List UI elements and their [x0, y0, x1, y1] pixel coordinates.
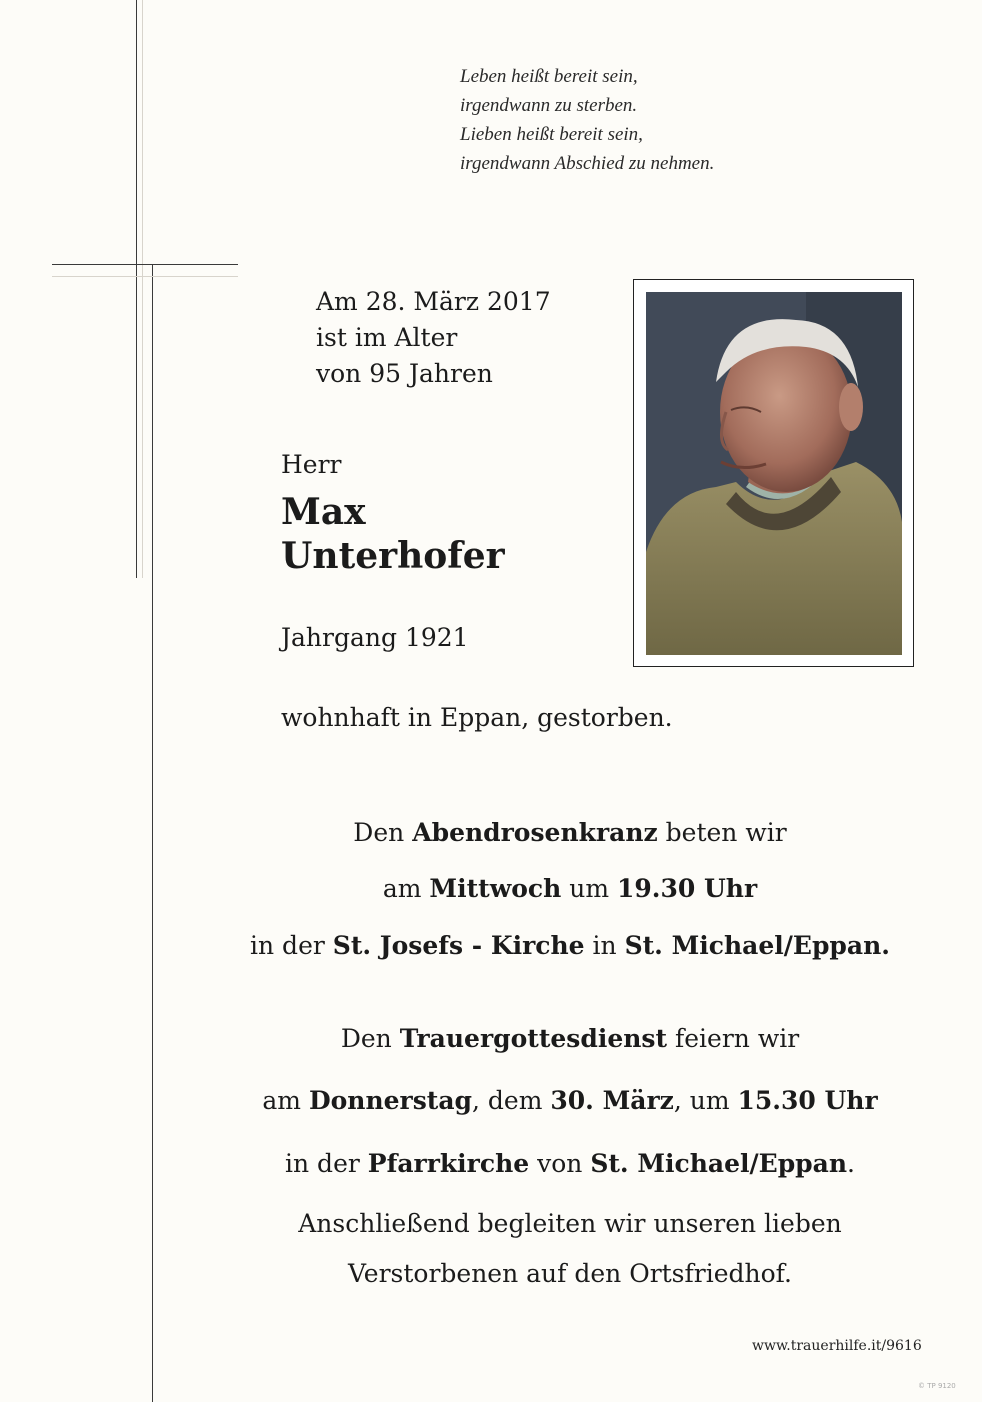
rosary-line-1: [160, 818, 980, 874]
text: Den: [353, 818, 413, 847]
text: .: [847, 1149, 855, 1178]
cross-vertical-line-lower: [152, 264, 153, 1402]
text: beten wir: [657, 818, 787, 847]
rosary-line-3: [160, 931, 980, 960]
rosary-time: 19.30 Uhr: [617, 874, 758, 903]
quote-line: Leben heißt bereit sein,: [460, 66, 638, 87]
mass-line-3: [160, 1149, 980, 1209]
text: , um: [673, 1086, 738, 1115]
quote-line: Lieben heißt bereit sein,: [460, 124, 643, 145]
text: in: [584, 931, 625, 960]
text: von: [529, 1149, 591, 1178]
cross-horizontal-line-light: [52, 276, 238, 277]
memorial-quote: [460, 62, 880, 178]
text: feiern wir: [667, 1024, 800, 1053]
mass-line-1: [160, 1024, 980, 1086]
text: um: [561, 874, 617, 903]
quote-line: irgendwann Abschied zu nehmen.: [460, 153, 715, 174]
rosary-line-2: [160, 874, 980, 931]
portrait-photo: [646, 292, 902, 655]
cross-vertical-line: [136, 0, 137, 578]
deceased-name: [281, 490, 505, 578]
text: in der: [285, 1149, 368, 1178]
closing-line-1: Anschließend begleiten wir unseren lieben: [298, 1209, 842, 1238]
salutation: Herr: [281, 450, 342, 479]
closing-line-2: Verstorbenen auf den Ortsfriedhof.: [348, 1259, 792, 1288]
text: am: [262, 1086, 309, 1115]
death-date-line: Am 28. März 2017: [316, 287, 551, 316]
mass-title: Trauergottesdienst: [399, 1024, 668, 1053]
mass-date: 30. März: [550, 1086, 674, 1115]
birth-year: Jahrgang 1921: [281, 623, 469, 652]
rosary-title: Abendrosenkranz: [412, 818, 658, 847]
text: in der: [250, 931, 333, 960]
mass-time: 15.30 Uhr: [737, 1086, 878, 1115]
last-name: Unterhofer: [281, 535, 505, 577]
cross-horizontal-line: [52, 264, 238, 265]
cross-vertical-line-light: [142, 0, 143, 578]
death-announcement: [316, 284, 551, 392]
residence-line: wohnhaft in Eppan, gestorben.: [281, 703, 673, 732]
print-code: © TP 9120: [918, 1382, 956, 1390]
age-line: ist im Alter: [316, 323, 458, 352]
rosary-place: St. Michael/Eppan.: [624, 931, 890, 960]
first-name: Max: [281, 491, 366, 533]
mass-day: Donnerstag: [308, 1086, 473, 1115]
age-line: von 95 Jahren: [316, 359, 493, 388]
mass-place: St. Michael/Eppan: [590, 1149, 848, 1178]
quote-line: irgendwann zu sterben.: [460, 95, 638, 116]
website-url: www.trauerhilfe.it/9616: [752, 1338, 922, 1354]
mass-announcement: [160, 1024, 980, 1288]
mass-church: Pfarrkirche: [367, 1149, 530, 1178]
rosary-day: Mittwoch: [429, 874, 562, 903]
mass-line-2: [160, 1086, 980, 1149]
text: am: [382, 874, 430, 903]
rosary-announcement: [160, 818, 980, 960]
rosary-church: St. Josefs - Kirche: [332, 931, 585, 960]
text: , dem: [472, 1086, 551, 1115]
text: Den: [340, 1024, 400, 1053]
